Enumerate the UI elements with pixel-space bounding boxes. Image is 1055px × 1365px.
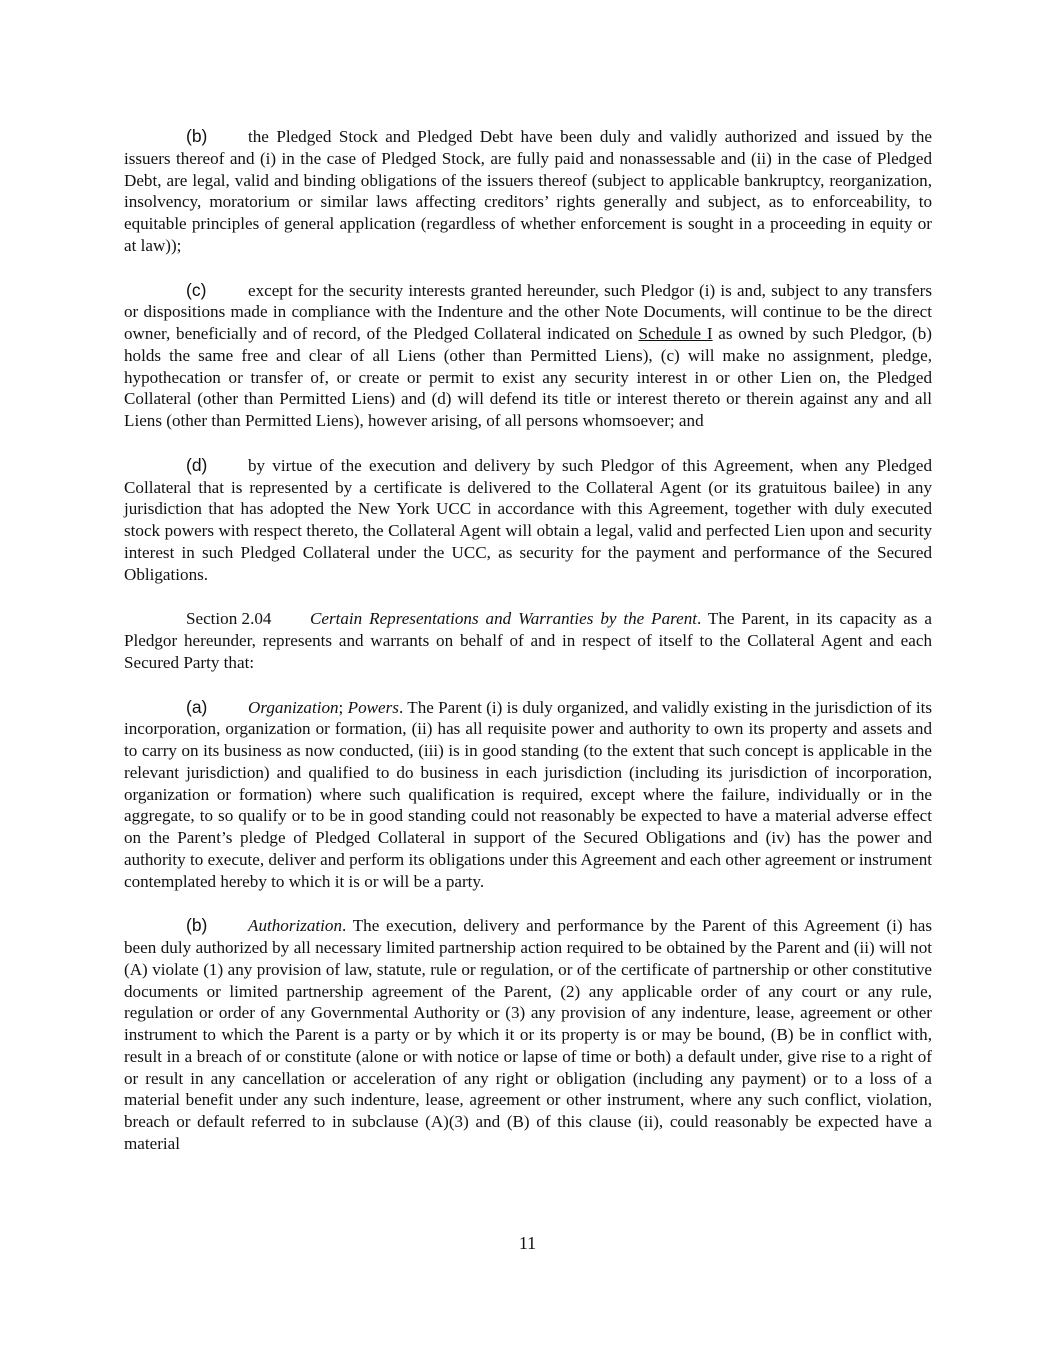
paragraph-marker: (b) — [186, 126, 208, 146]
paragraph-text: . The Parent (i) is duly organized, and validly existing in the jurisdiction of its incorporation, organization or formation, (ii) has all requisite power and authority to own its property and assets and to carry on its business as now conducted, (iii) is in good standing (to the extent that such concept is applicable in the relevant jurisdiction) and qualified to do business in each jurisdiction (including its jurisdiction of incorporation, organization or formation) where such qualification is required, except where the failure, individually or in the aggregate, to so qualify or to be in good standing could not reasonably be expected to have a material adverse effect on the Parent’s pledge of Pledged Collateral in support of the Secured Obligations and (iv) has the power and authority to execute, deliver and perform its obligations under this Agreement and each other agreement or instrument contemplated hereby to which it is or will be a party. — [124, 697, 932, 891]
paragraph-c — [124, 280, 932, 432]
paragraph-2a — [124, 697, 932, 893]
paragraph-heading: Organization — [248, 697, 339, 717]
paragraph-text: the Pledged Stock and Pledged Debt have been duly and validly authorized and issued by the issuers thereof and (i) in the case of Pledged Stock, are fully paid and nonassessable and (ii) in the case of Pledged Debt, are legal, valid and binding obligations of the issuers thereof (subject to applicable bankruptcy, reorganization, insolvency, moratorium or similar laws affecting creditors’ rights generally and subject, as to enforceability, to equitable principles of general application (regardless of whether enforcement is sought in a proceeding in equity or at law)); — [124, 127, 932, 255]
section-title: Certain Representations and Warranties by the Parent — [310, 609, 698, 629]
paragraph-text: except for the security interests granted hereunder, such Pledgor (i) is and, subject to any transfers or dispositions made in compliance with the Indenture and the other Note Documents, will continue to be the direct owner, beneficially and of record, of the Pledged Collateral indicated on — [124, 280, 932, 343]
paragraph-d — [124, 455, 932, 586]
page-number: 11 — [518, 1233, 537, 1253]
paragraph-text: as owned by such Pledgor, (b) holds the same free and clear of all Liens (other than Permitted Liens), (c) will make no assignment, pledge, hypothecation or transfer of, or create or permit to exist any security interest in or other Lien on, the Pledged Collateral (other than Permitted Liens) and (d) will defend its title or interest thereto or therein against any and all Liens (other than Permitted Liens), however arising, of all persons whomsoever; and — [124, 324, 932, 430]
paragraph-marker: (c) — [186, 279, 207, 300]
paragraph-heading: Powers — [347, 697, 399, 717]
paragraph-text: . The execution, delivery and performance by the Parent of this Agreement (i) has been duly authorized by all necessary limited partnership action required to be obtained by the Parent and (ii) will not (A) violate (1) any provision of law, statute, rule or regulation, or of the certificate of partnership or other constitutive documents or limited partnership agreement of the Parent, (2) any applicable order of any court or any rule, regulation or order of any Governmental Authority or (3) any provision of any indenture, lease, agreement or other instrument to which the Parent is a party or by which it or its property is or may be bound, (B) be in conflict with, result in a breach of or constitute (alone or with notice or lapse of time or both) a default under, give rise to a right of or result in any cancellation or acceleration of any right or obligation (including any payment) or to a loss of a material benefit under any such indenture, lease, agreement or other instrument, where any such conflict, violation, breach or default referred to in subclause (A)(3) and (B) of this clause (ii), could reasonably be expected have a material — [124, 916, 932, 1153]
section-number: Section 2.04 — [186, 609, 272, 629]
paragraph-marker: (a) — [186, 696, 208, 717]
paragraph-heading: Authorization — [248, 916, 343, 936]
section-2-04 — [124, 608, 932, 673]
schedule-reference: Schedule I — [638, 324, 713, 343]
paragraph-text: by virtue of the execution and delivery by such Pledgor of this Agreement, when any Pledged Collateral that is represented by a certificate is delivered to the Collateral Agent (or its gratuitous bailee) in any jurisdiction that has adopted the New York UCC in accordance with this Agreement, together with duly executed stock powers with respect thereto, the Collateral Agent will obtain a legal, valid and perfected Lien upon and security interest in such Pledged Collateral under the UCC, as security for the payment and performance of the Secured Obligations. — [124, 455, 932, 584]
paragraph-b — [124, 126, 932, 257]
paragraph-marker: (b) — [186, 915, 208, 936]
heading-separator: ; — [338, 697, 348, 717]
paragraph-2b — [124, 915, 932, 1154]
paragraph-text: . The Parent, in its capacity as a Pledgor hereunder, represents and warrants on behalf of and in respect of itself to the Collateral Agent and each Secured Party that: — [124, 609, 932, 672]
document-page — [124, 126, 932, 1178]
paragraph-marker: (d) — [186, 454, 208, 475]
